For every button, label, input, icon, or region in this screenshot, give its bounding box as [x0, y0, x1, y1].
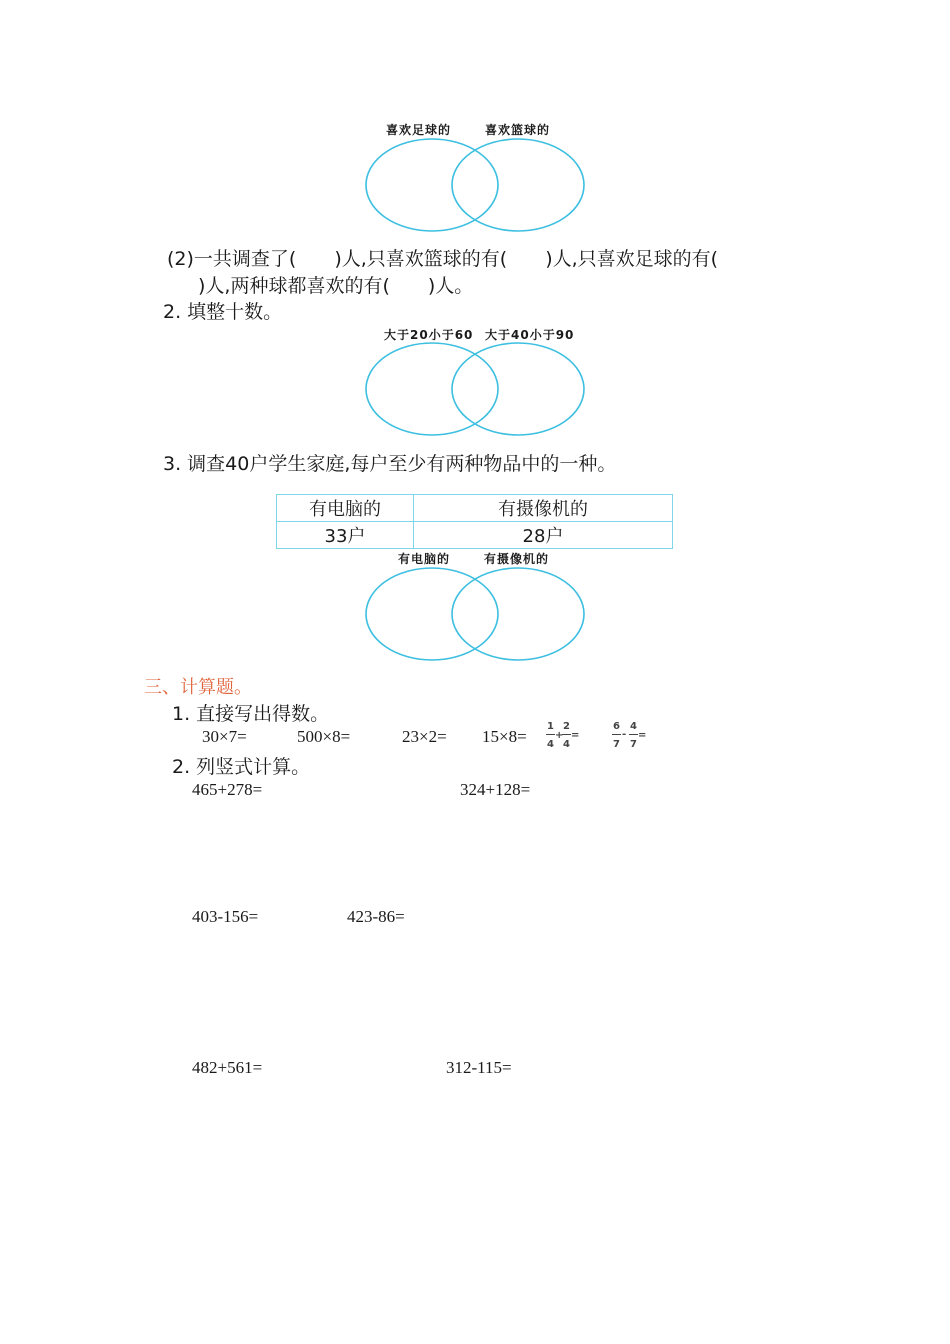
calc2-item: 403-156= — [192, 907, 259, 926]
calc2-item: 423-86= — [347, 907, 405, 926]
question-3-title: 3. 调查40户学生家庭,每户至少有两种物品中的一种。 — [163, 453, 617, 475]
calc1-title: 1. 直接写出得数。 — [172, 703, 330, 725]
calc2-title: 2. 列竖式计算。 — [172, 756, 311, 778]
frac-a-bar-2 — [562, 734, 571, 735]
frac-b-bar-2 — [629, 734, 638, 735]
venn2-left-circle — [366, 343, 498, 435]
calc1-item: 23×2= — [402, 727, 447, 746]
frac-b-numerator-1: 6 — [613, 721, 620, 732]
venn3-left-circle — [366, 568, 498, 660]
frac-b-bar-1 — [612, 734, 621, 735]
frac-a-equals: = — [571, 730, 580, 741]
table-header-cell: 有摄像机的 — [414, 495, 673, 522]
question-2-title: 2. 填整十数。 — [163, 301, 283, 323]
table-header-row — [277, 495, 673, 522]
venn3-right-circle — [452, 568, 584, 660]
survey-table — [276, 494, 673, 549]
venn1-left-circle — [366, 139, 498, 231]
calc1-item: 30×7= — [202, 727, 247, 746]
calc1-item: 500×8= — [297, 727, 351, 746]
frac-b-denominator-2: 7 — [630, 739, 637, 750]
table-cell: 28户 — [414, 522, 673, 549]
venn2-right-circle — [452, 343, 584, 435]
frac-a-denominator-2: 4 — [563, 739, 570, 750]
calc2-item: 312-115= — [446, 1058, 512, 1077]
venn2-right-label: 大于40小于90 — [485, 328, 575, 342]
calc1-item: 15×8= — [482, 727, 527, 746]
calc2-item: 482+561= — [192, 1058, 263, 1077]
frac-b-operator: - — [622, 729, 627, 740]
frac-a-numerator-1: 1 — [547, 721, 554, 732]
venn3-left-label: 有电脑的 — [398, 552, 451, 566]
frac-b-denominator-1: 7 — [613, 739, 620, 750]
venn1-left-label: 喜欢足球的 — [386, 123, 452, 137]
q2-part2-line1: (2)一共调查了( )人,只喜欢篮球的有( )人,只喜欢足球的有( — [167, 248, 719, 270]
frac-a-operator: + — [555, 730, 564, 741]
table-cell: 33户 — [277, 522, 414, 549]
frac-b-numerator-2: 4 — [630, 721, 637, 732]
frac-a-numerator-2: 2 — [563, 721, 570, 732]
q2-part2-line2: )人,两种球都喜欢的有( )人。 — [198, 275, 474, 297]
venn3-right-label: 有摄像机的 — [484, 552, 550, 566]
calc2-item: 324+128= — [460, 780, 531, 799]
frac-b-equals: = — [638, 730, 647, 741]
table-row — [277, 522, 673, 549]
frac-a-denominator-1: 4 — [547, 739, 554, 750]
venn1-right-label: 喜欢篮球的 — [485, 123, 551, 137]
frac-a-bar-1 — [546, 734, 555, 735]
section-3-title: 三、计算题。 — [144, 677, 252, 698]
venn2-left-label: 大于20小于60 — [384, 328, 474, 342]
calc2-item: 465+278= — [192, 780, 263, 799]
table-header-cell: 有电脑的 — [277, 495, 414, 522]
venn1-right-circle — [452, 139, 584, 231]
